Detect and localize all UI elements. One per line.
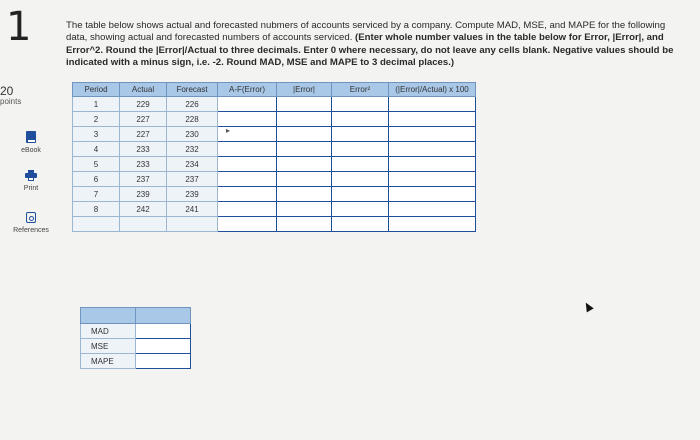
table-row [73, 172, 476, 187]
abs-error-input[interactable] [277, 187, 332, 202]
abs-error-input[interactable] [277, 112, 332, 127]
error-squared-input[interactable] [332, 172, 389, 187]
abs-error-input[interactable] [277, 157, 332, 172]
error-input[interactable] [218, 202, 277, 217]
ebook-label: eBook [21, 147, 41, 154]
actual-cell: 233 [120, 142, 167, 157]
cursor-caret: ▸ [226, 126, 231, 135]
actual-cell: 229 [120, 97, 167, 112]
period-cell: 8 [73, 202, 120, 217]
actual-cell: 233 [120, 157, 167, 172]
actual-cell: 227 [120, 127, 167, 142]
period-cell: 7 [73, 187, 120, 202]
points-label: points [0, 97, 22, 106]
error-squared-input[interactable] [332, 112, 389, 127]
printer-icon [25, 170, 37, 181]
print-label: Print [23, 185, 39, 192]
mad-input[interactable] [136, 324, 191, 339]
actual-cell: 227 [120, 112, 167, 127]
totals-row [73, 217, 476, 232]
forecast-cell: 228 [167, 112, 218, 127]
pct-error-input[interactable] [389, 142, 476, 157]
pct-error-input[interactable] [389, 112, 476, 127]
question-instructions [66, 20, 676, 70]
table-row [73, 187, 476, 202]
mse-input[interactable] [136, 339, 191, 354]
instructions-text: The table below shows actual and forecasted nubmers of accounts serviced by a company. Compute MAD, MSE, and MAPE for the following data, showing actual and forecasted numbers of accounts serviced. [66, 20, 666, 44]
period-cell: 2 [73, 112, 120, 127]
col-period: Period [73, 83, 120, 97]
abs-error-input[interactable] [277, 202, 332, 217]
error-input[interactable] [218, 157, 277, 172]
book-icon [26, 131, 36, 143]
pct-error-input[interactable] [389, 187, 476, 202]
pct-error-input[interactable] [389, 172, 476, 187]
mape-input[interactable] [136, 354, 191, 369]
col-pct-error: (|Error|/Actual) x 100 [389, 83, 476, 97]
total-pct-error-input[interactable] [389, 217, 476, 232]
error-squared-input[interactable] [332, 142, 389, 157]
summary-row-mse [81, 339, 191, 354]
forecast-cell: 232 [167, 142, 218, 157]
forecast-cell: 237 [167, 172, 218, 187]
abs-error-input[interactable] [277, 172, 332, 187]
blank-cell [167, 217, 218, 232]
abs-error-input[interactable] [277, 127, 332, 142]
points-indicator [0, 86, 21, 107]
forecast-cell: 239 [167, 187, 218, 202]
summary-row-mape [81, 354, 191, 369]
error-input[interactable] [218, 187, 277, 202]
print-button[interactable] [4, 170, 58, 192]
instructions-bold: (Enter whole number values in the table below for Error, |Error|, and Error^2. Round the |Error|/Actual to three decimals. Enter 0 where necessary, do not leave any cells blank. Negative values should be indicated with a minus sign, i.e. -2. Round MAD, MSE and MAPE to 3 decimal places.) [66, 32, 674, 69]
summary-label: MAD [81, 324, 136, 339]
error-input[interactable] [218, 112, 277, 127]
period-cell: 4 [73, 142, 120, 157]
forecast-cell: 241 [167, 202, 218, 217]
table-row [73, 127, 476, 142]
forecast-cell: 230 [167, 127, 218, 142]
period-cell: 3 [73, 127, 120, 142]
pct-error-input[interactable] [389, 157, 476, 172]
error-squared-input[interactable] [332, 187, 389, 202]
table-row [73, 142, 476, 157]
summary-table [80, 307, 191, 369]
col-abs-error: |Error| [277, 83, 332, 97]
col-error-squared: Error² [332, 83, 389, 97]
pct-error-input[interactable] [389, 127, 476, 142]
total-error-input[interactable] [218, 217, 277, 232]
pct-error-input[interactable] [389, 202, 476, 217]
summary-label: MSE [81, 339, 136, 354]
error-input[interactable] [218, 97, 277, 112]
blank-cell [120, 217, 167, 232]
blank-cell [73, 217, 120, 232]
pct-error-input[interactable] [389, 97, 476, 112]
references-button[interactable] [4, 212, 58, 234]
actual-cell: 239 [120, 187, 167, 202]
table-row [73, 97, 476, 112]
error-squared-input[interactable] [332, 127, 389, 142]
ebook-button[interactable] [4, 131, 58, 154]
forecast-cell: 234 [167, 157, 218, 172]
period-cell: 6 [73, 172, 120, 187]
col-forecast: Forecast [167, 83, 218, 97]
references-label: References [13, 227, 49, 234]
abs-error-input[interactable] [277, 97, 332, 112]
total-error-squared-input[interactable] [332, 217, 389, 232]
actual-cell: 242 [120, 202, 167, 217]
question-number: 1 [6, 4, 32, 50]
mouse-pointer-icon [582, 301, 593, 313]
points-value: 20 [0, 84, 14, 98]
period-cell: 5 [73, 157, 120, 172]
error-squared-input[interactable] [332, 157, 389, 172]
error-table [72, 82, 476, 232]
error-input[interactable] [218, 142, 277, 157]
summary-row-mad [81, 324, 191, 339]
error-input[interactable] [218, 172, 277, 187]
col-error: A-F(Error) [218, 83, 277, 97]
error-squared-input[interactable] [332, 97, 389, 112]
period-cell: 1 [73, 97, 120, 112]
actual-cell: 237 [120, 172, 167, 187]
error-squared-input[interactable] [332, 202, 389, 217]
abs-error-input[interactable] [277, 142, 332, 157]
total-abs-error-input[interactable] [277, 217, 332, 232]
forecast-cell: 226 [167, 97, 218, 112]
table-header-row [73, 83, 476, 97]
references-icon [26, 212, 36, 223]
table-row [73, 157, 476, 172]
col-actual: Actual [120, 83, 167, 97]
summary-label: MAPE [81, 354, 136, 369]
table-row [73, 202, 476, 217]
table-row [73, 112, 476, 127]
summary-header-row [81, 308, 191, 324]
